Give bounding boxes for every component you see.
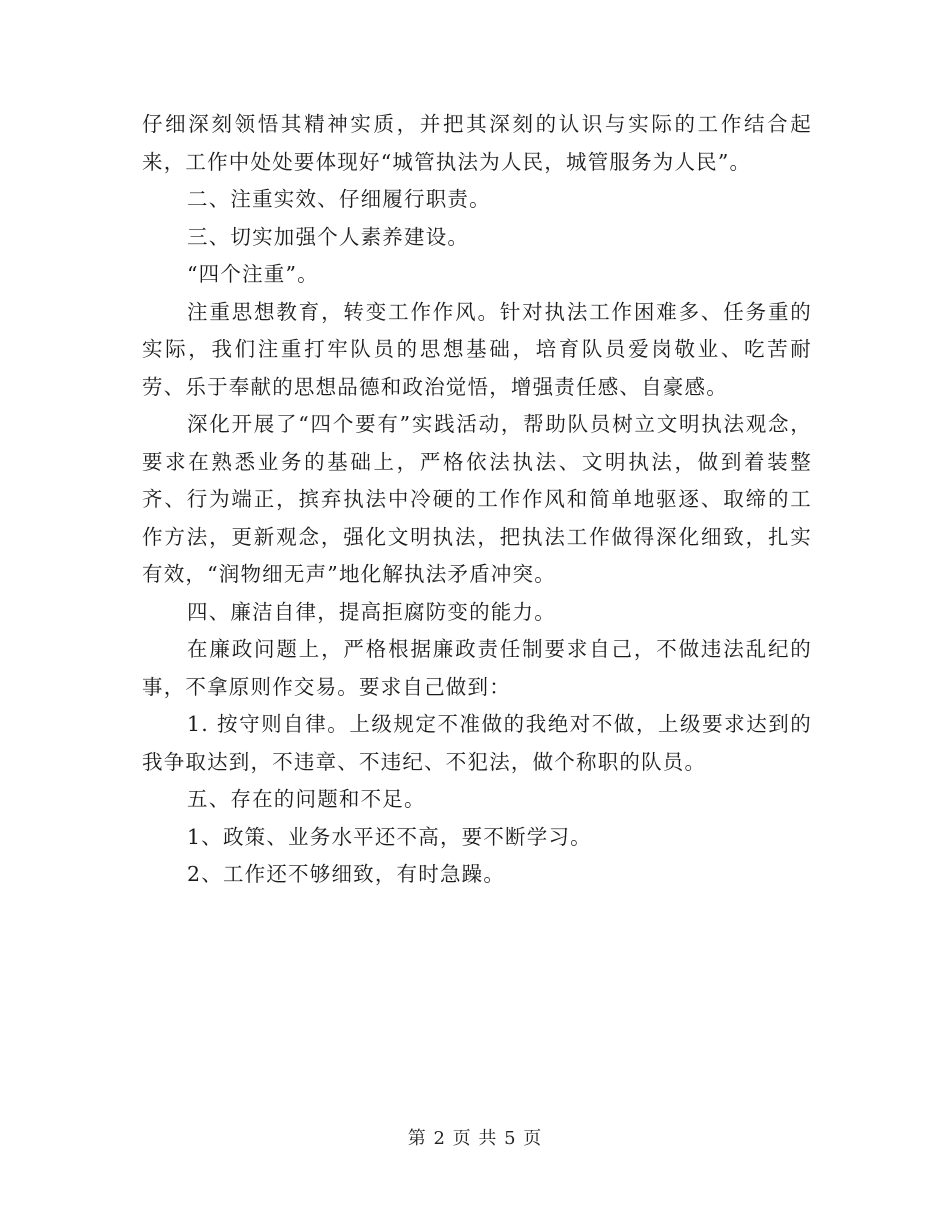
paragraph-7: 四、廉洁自律，提高拒腐防变的能力。 [187, 599, 556, 624]
page-number-footer: 第 2 页 共 5 页 [407, 1128, 543, 1149]
paragraph-9: 1. 按守则自律。上级规定不准做的我绝对不做，上级要求达到的我争取达到，不违章、不违纪、不犯法，做个称职的队员。 [142, 712, 812, 774]
paragraph-10: 五、存在的问题和不足。 [187, 787, 426, 811]
paragraph-12: 2、工作还不够细致，有时急躁。 [187, 862, 506, 886]
paragraph-6: 深化开展了“四个要有”实践活动，帮助队员树立文明执法观念，要求在熟悉业务的基础上，严格依法执法、文明执法，做到着装整齐、行为端正，摈弃执法中冷硬的工作作风和简单地驱逐、取缔的工作方法，更新观念，强化文明执法，把执法工作做得深化细致，扎实有效，“润物细无声”地化解执法矛盾冲突。 [142, 412, 812, 586]
paragraph-2: 二、注重实效、仔细履行职责。 [187, 187, 491, 211]
paragraph-8: 在廉政问题上，严格根据廉政责任制要求自己，不做违法乱纪的事，不拿原则作交易。要求自己做到： [142, 637, 812, 699]
paragraph-4: “四个注重”。 [187, 262, 319, 286]
paragraph-11: 1、政策、业务水平还不高，要不断学习。 [187, 824, 592, 849]
paragraph-3: 三、切实加强个人素养建设。 [187, 224, 470, 249]
paragraph-5: 注重思想教育，转变工作作风。针对执法工作困难多、任务重的实际，我们注重打牢队员的思想基础，培育队员爱岗敬业、吃苦耐劳、乐于奉献的思想品德和政治觉悟，增强责任感、自豪感。 [142, 299, 812, 399]
paragraph-1: 仔细深刻领悟其精神实质，并把其深刻的认识与实际的工作结合起来，工作中处处要体现好“城管执法为人民，城管服务为人民”。 [142, 112, 812, 174]
document-body [142, 106, 812, 894]
